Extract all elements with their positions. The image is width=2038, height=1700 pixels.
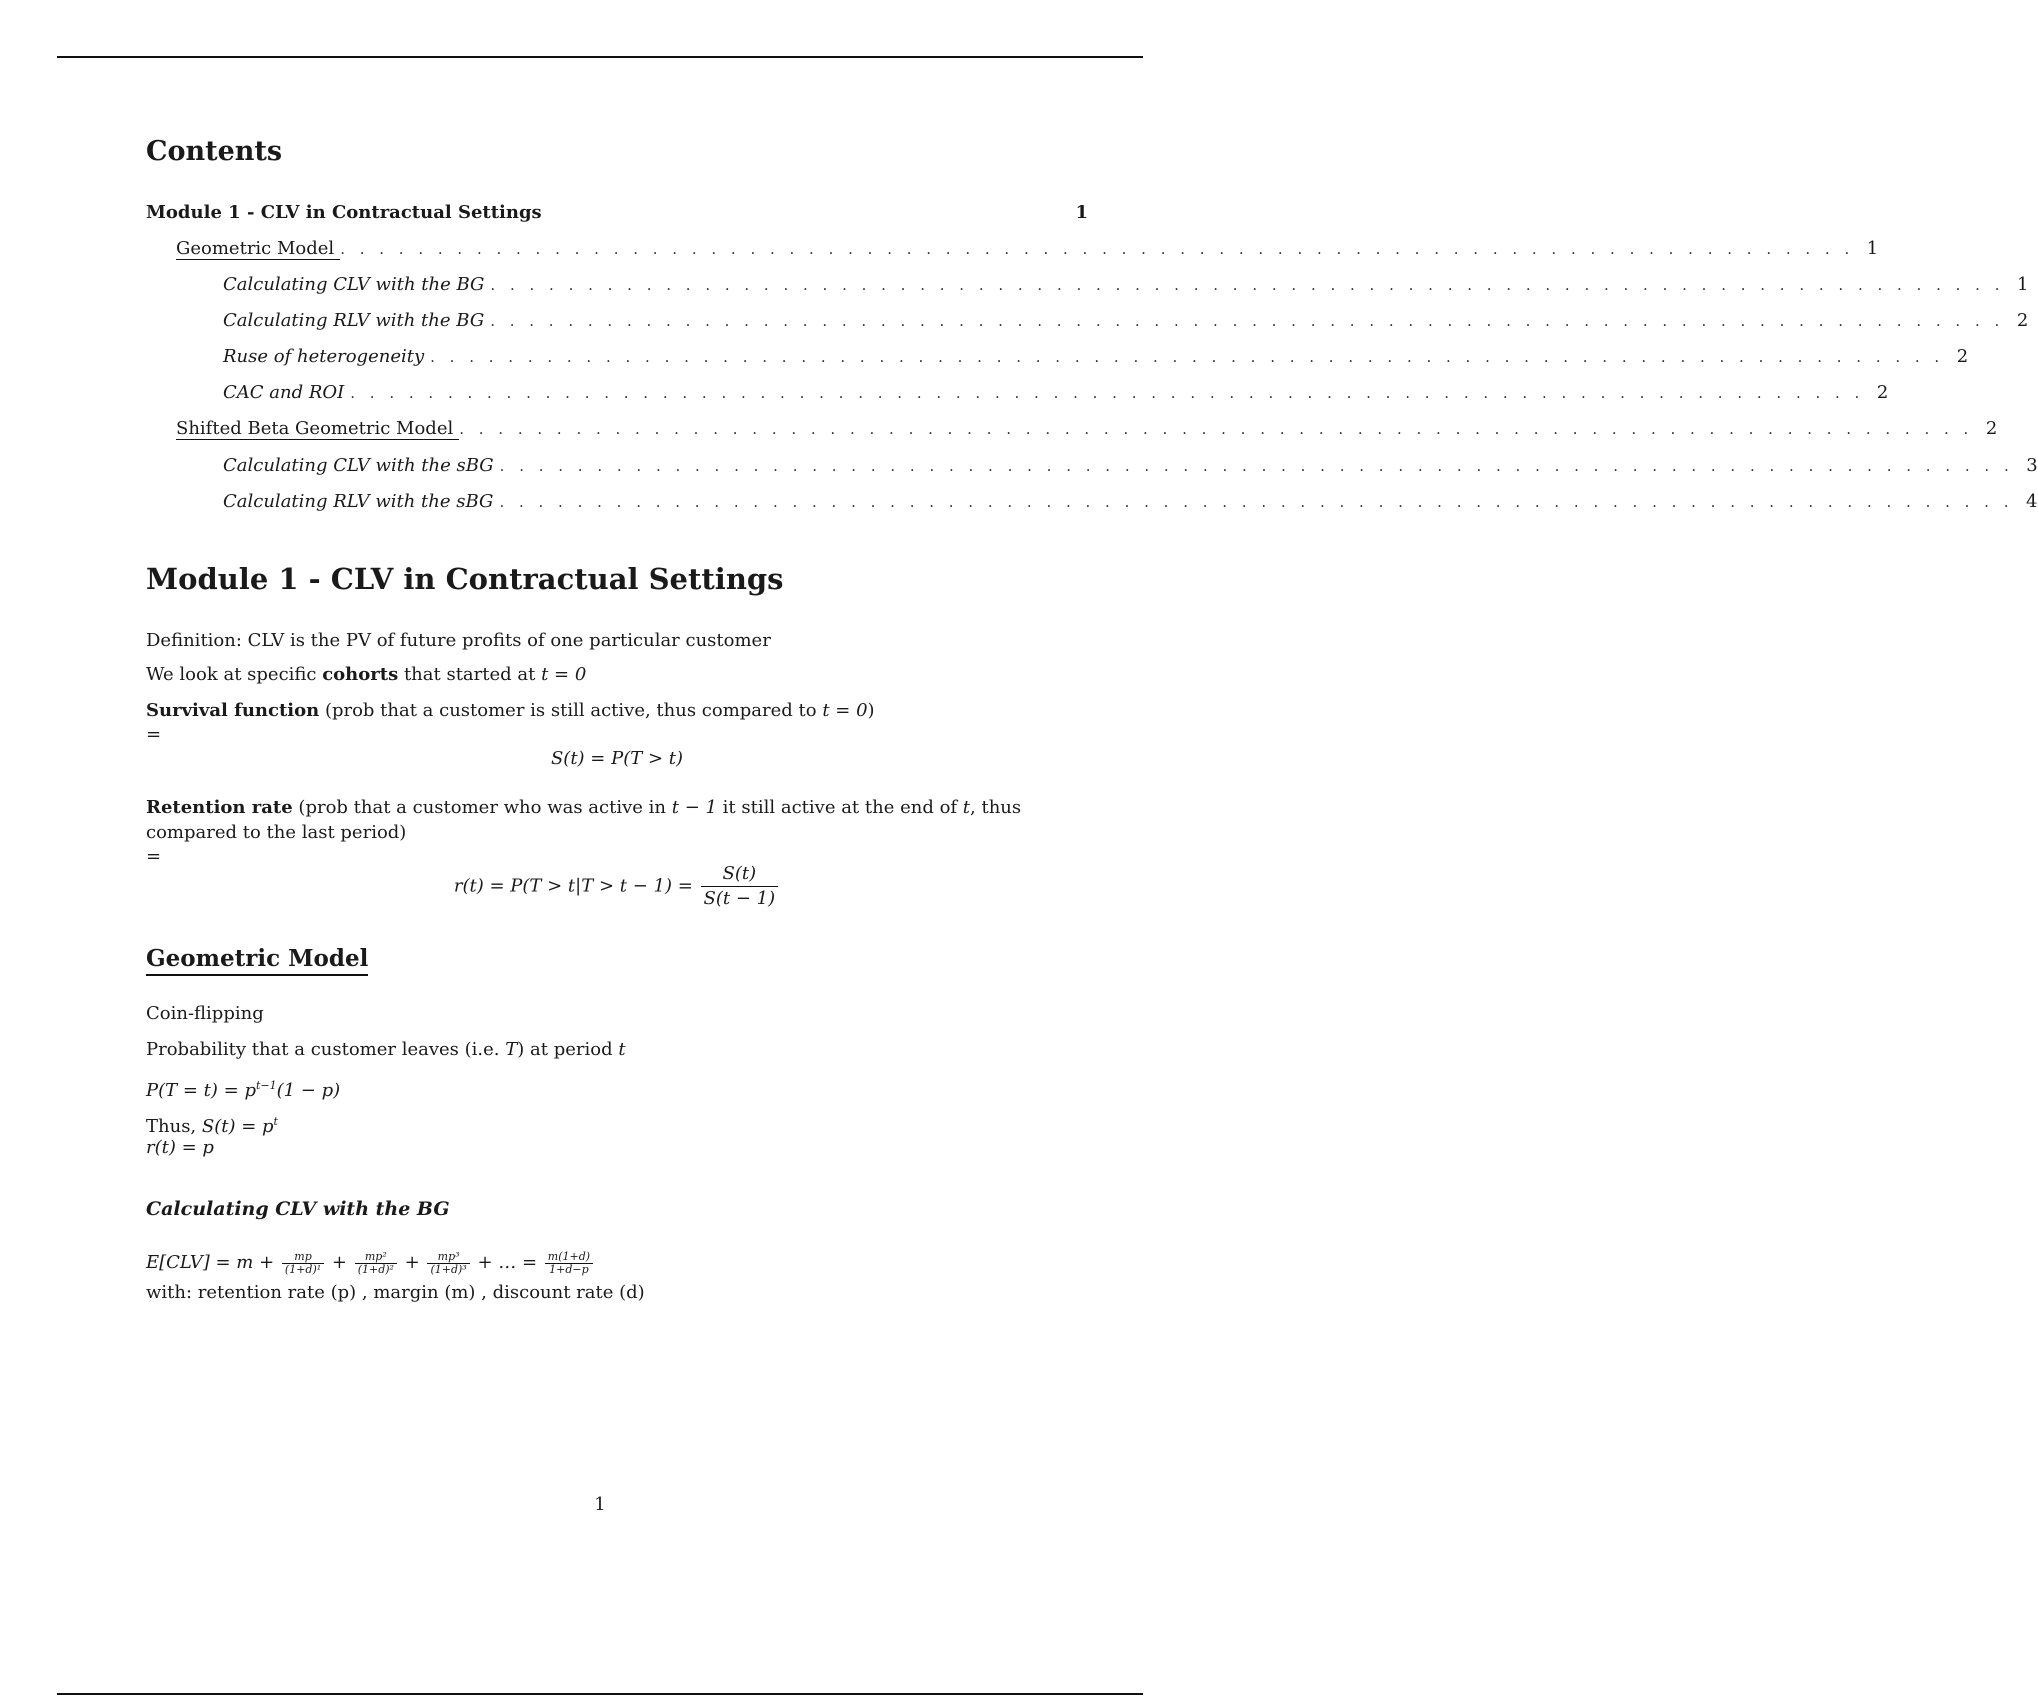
survival-close: ) xyxy=(867,700,875,721)
prob-T: T xyxy=(505,1039,518,1060)
toc-entry-cac-roi[interactable] xyxy=(146,382,1889,403)
plus-sign: + xyxy=(398,1252,426,1273)
page-number: 1 xyxy=(594,1494,606,1515)
toc-entry-sbg-model[interactable] xyxy=(146,418,1998,440)
survival-bold: Survival function xyxy=(146,700,320,721)
toc-entry-clv-bg[interactable] xyxy=(146,274,2029,295)
toc-entry-label: Calculating CLV with the sBG xyxy=(223,455,494,476)
survival-formula: S(t) = P(T > t) xyxy=(550,748,684,769)
s-formula: S(t) = p xyxy=(201,1116,274,1137)
fraction-denominator: (1+d)² xyxy=(357,1262,394,1276)
clv-term-2 xyxy=(355,1251,397,1276)
retention-geometric: r(t) = p xyxy=(146,1137,214,1158)
toc-leader: . . . . . . . . . . . . . . . . . . . . . . . . . . . . . . . . . . . . . . . . . . . . . . . . . . . . . . . . . . . . . . . . . . . . . . . . . . . . . . xyxy=(350,384,1865,402)
fraction-numerator: S(t) xyxy=(701,862,779,887)
cohorts-pre: We look at specific xyxy=(146,664,323,685)
prob-text: Probability that a customer leaves (i.e. xyxy=(146,1039,506,1060)
clv-result xyxy=(545,1251,593,1276)
toc-entry-label: Module 1 - CLV in Contractual Settings xyxy=(146,202,542,223)
probability-text xyxy=(146,1037,1088,1062)
retention-desc-2: it still active at the end of xyxy=(716,797,963,818)
toc-leader: . . . . . . . . . . . . . . . . . . . . . . . . . . . . . . . . . . . . . . . . . . . . . . . . . . . . . . . . . . . . . . . . . . . . . . . . . . . . . . xyxy=(490,276,2005,294)
fraction-numerator: m(1+d) xyxy=(545,1251,593,1264)
toc-entry-page: 1 xyxy=(1866,238,1879,259)
clv-with-text: with: retention rate (p) , margin (m) , discount rate (d) xyxy=(146,1282,645,1303)
plus-sign: + xyxy=(326,1252,353,1273)
fraction-numerator: mp xyxy=(282,1251,324,1264)
header-rule xyxy=(57,56,1143,58)
toc-entry-module-1[interactable] xyxy=(146,202,1088,223)
toc-entry-geometric-model[interactable] xyxy=(146,238,1879,260)
retention-desc-1: (prob that a customer who was active in xyxy=(292,797,672,818)
pmf-exponent: t−1 xyxy=(255,1079,277,1092)
cohorts-math: t = 0 xyxy=(541,664,587,685)
definition-text: Definition: CLV is the PV of future profits of one particular customer xyxy=(146,630,771,651)
toc-leader: . . . . . . . . . . . . . . . . . . . . . . . . . . . . . . . . . . . . . . . . . . . . . . . . . . . . . . . . . . . . . . . . . . . . . . . . . . . . . . xyxy=(340,240,1855,258)
toc-entry-page: 3 xyxy=(2026,455,2038,476)
prob-t: t xyxy=(618,1039,626,1060)
fraction-denominator: (1+d)¹ xyxy=(284,1262,322,1276)
clv-formula xyxy=(146,1250,1088,1276)
toc-leader: . . . . . . . . . . . . . . . . . . . . . . . . . . . . . . . . . . . . . . . . . . . . . . . . . . . . . . . . . . . . . . . . . . . . . . . . . . . . . . xyxy=(490,312,2005,330)
fraction-denominator: (1+d)³ xyxy=(430,1262,467,1276)
retention-lhs: r(t) = P(T > t|T > t − 1) = xyxy=(453,875,699,897)
toc-entry-label: Calculating CLV with the BG xyxy=(223,274,485,295)
fraction-denominator: 1+d−p xyxy=(549,1262,589,1276)
clv-tail: + … = xyxy=(471,1252,543,1273)
coin-flipping-text: Coin-flipping xyxy=(146,1003,264,1024)
survival-equals: = xyxy=(146,724,162,745)
retention-desc-3: , thus compared to the last period) xyxy=(146,797,1022,843)
toc-entry-page: 2 xyxy=(1876,382,1889,403)
retention-equals: = xyxy=(146,846,162,867)
toc-entry-page: 2 xyxy=(2016,310,2029,331)
pmf-formula xyxy=(146,1073,1088,1103)
toc-leader: . . . . . . . . . . . . . . . . . . . . . . . . . . . . . . . . . . . . . . . . . . . . . . . . . . . . . . . . . . . . . . . . . . . . . . . . . . . . . . xyxy=(499,457,2014,475)
fraction-numerator: mp² xyxy=(355,1251,397,1264)
subsubsection-title: Calculating CLV with the BG xyxy=(146,1198,450,1220)
clv-term-1 xyxy=(282,1251,324,1276)
retention-math-t: t xyxy=(962,797,971,818)
footer-rule xyxy=(57,1693,1143,1695)
toc-entry-label: Shifted Beta Geometric Model xyxy=(176,418,459,440)
pmf-lhs: P(T = t) = p xyxy=(146,1080,256,1101)
toc-leader: . . . . . . . . . . . . . . . . . . . . . . . . . . . . . . . . . . . . . . . . . . . . . . . . . . . . . . . . . . . . . . . . . . . . . . . . . . . . . . xyxy=(459,420,1974,438)
toc-entry-label: Calculating RLV with the sBG xyxy=(223,491,494,512)
s-exponent: t xyxy=(273,1115,278,1128)
retention-formula xyxy=(146,862,1088,911)
toc-leader: . . . . . . . . . . . . . . . . . . . . . . . . . . . . . . . . . . . . . . . . . . . . . . . . . . . . . . . . . . . . . . . . . . . . . . . . . . . . . . xyxy=(499,493,2014,511)
toc-entry-rlv-bg[interactable] xyxy=(146,310,2029,331)
subsection-title: Geometric Model xyxy=(146,945,368,976)
toc-entry-page: 2 xyxy=(1985,418,1998,439)
fraction-denominator: S(t − 1) xyxy=(703,888,776,909)
toc-entry-page: 1 xyxy=(2017,274,2029,295)
cohorts-post: that started at xyxy=(398,664,542,685)
retention-fraction xyxy=(701,862,779,911)
toc-entry-label: Calculating RLV with the BG xyxy=(223,310,485,331)
toc-leader: . . . . . . . . . . . . . . . . . . . . . . . . . . . . . . . . . . . . . . . . . . . . . . . . . . . . . . . . . . . . . . . . . . . . . . . . . . . . . . xyxy=(430,348,1945,366)
toc-entry-rlv-sbg[interactable] xyxy=(146,491,2038,512)
fraction-numerator: mp³ xyxy=(427,1251,469,1264)
survival-text xyxy=(146,698,1088,723)
section-title: Module 1 - CLV in Contractual Settings xyxy=(146,562,784,596)
clv-lhs: E[CLV] = m + xyxy=(146,1252,280,1273)
cohorts-bold: cohorts xyxy=(322,664,399,685)
pmf-rhs: (1 − p) xyxy=(276,1080,341,1101)
survival-desc: (prob that a customer is still active, thus compared to xyxy=(319,700,823,721)
retention-math: t − 1 xyxy=(671,797,717,818)
toc-entry-page: 4 xyxy=(2026,491,2038,512)
toc-entry-heterogeneity[interactable] xyxy=(146,346,1969,367)
toc-entry-label: Geometric Model xyxy=(176,238,340,260)
toc-entry-label: Ruse of heterogeneity xyxy=(223,346,425,367)
retention-text xyxy=(146,795,1088,845)
toc-entry-page: 1 xyxy=(1075,202,1088,223)
cohorts-text xyxy=(146,662,1088,687)
clv-term-3 xyxy=(427,1251,469,1276)
thus-text: Thus, xyxy=(146,1116,202,1137)
toc-entry-label: CAC and ROI xyxy=(223,382,345,403)
prob-text-2: ) at period xyxy=(517,1039,619,1060)
retention-bold: Retention rate xyxy=(146,797,293,818)
toc-entry-page: 2 xyxy=(1956,346,1969,367)
toc-title: Contents xyxy=(146,136,283,167)
survival-math: t = 0 xyxy=(822,700,868,721)
toc-entry-clv-sbg[interactable] xyxy=(146,455,2038,476)
